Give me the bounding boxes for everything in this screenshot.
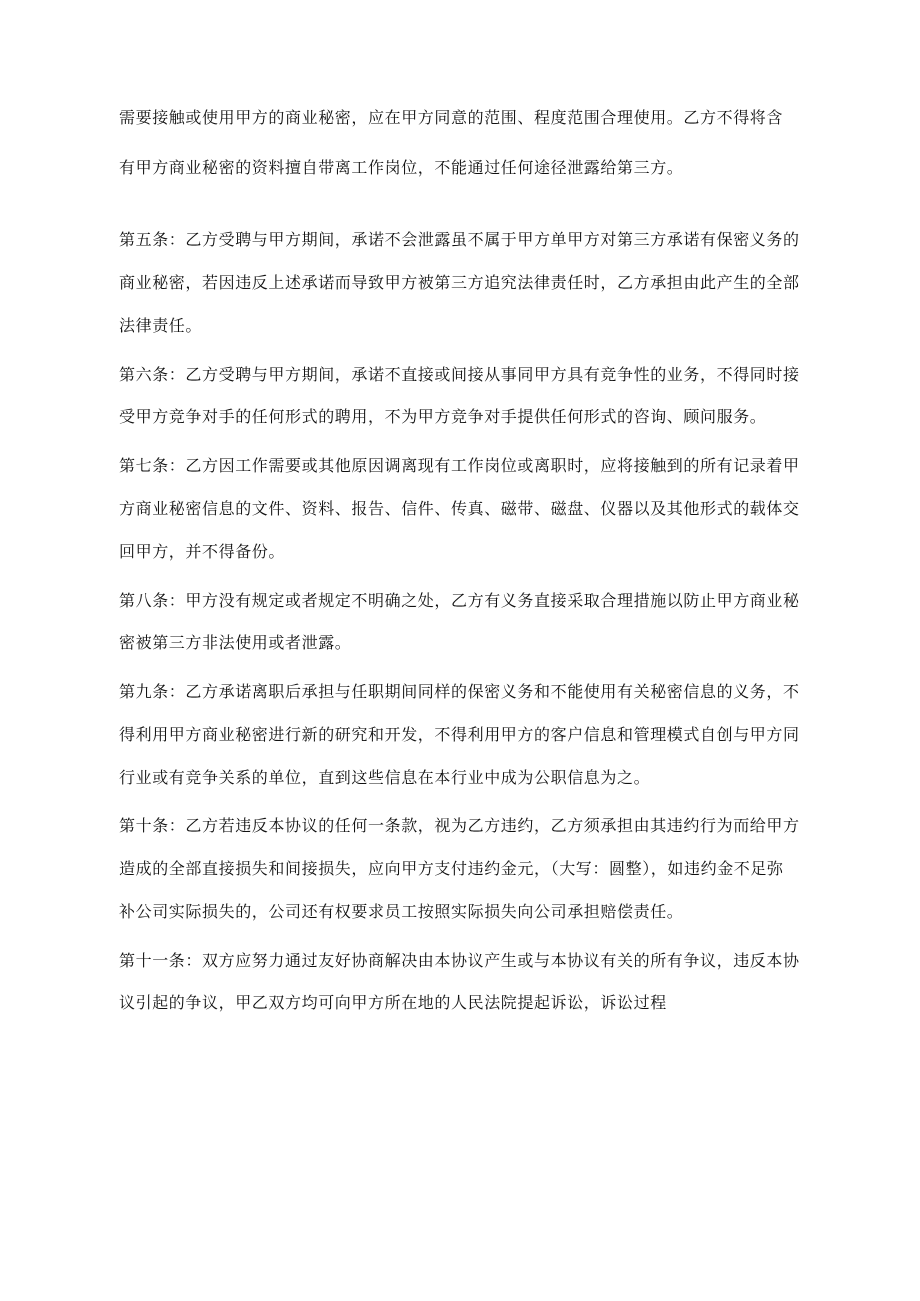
clause-9-line: 得利用甲方商业秘密进行新的研究和开发，不得利用甲方的客户信息和管理模式自创与甲方同 [119,725,800,744]
paragraph-line: 有甲方商业秘密的资料擅自带离工作岗位，不能通过任何途径泄露给第三方。 [119,158,684,177]
clause-7-line: 第七条：乙方因工作需要或其他原因调离现有工作岗位或离职时，应将接触到的所有记录着甲 [119,456,800,475]
clause-11-line: 第十一条：双方应努力通过友好协商解决由本协议产生或与本协议有关的所有争议，违反本协 [119,951,800,970]
clause-8-line: 第八条：甲方没有规定或者规定不明确之处，乙方有义务直接采取合理措施以防止甲方商业秘 [119,591,800,610]
clause-9-line: 行业或有竞争关系的单位，直到这些信息在本行业中成为公职信息为之。 [119,768,651,787]
clause-7-line: 回甲方，并不得备份。 [119,542,286,561]
paragraph-line: 需要接触或使用甲方的商业秘密，应在甲方同意的范围、程度范围合理使用。乙方不得将含 [119,108,784,127]
clause-8-line: 密被第三方非法使用或者泄露。 [119,633,352,652]
clause-6-line: 受甲方竞争对手的任何形式的聘用，不为甲方竞争对手提供任何形式的咨询、顾问服务。 [119,407,767,426]
clause-7-line: 方商业秘密信息的文件、资料、报告、信件、传真、磁带、磁盘、仪器以及其他形式的载体交 [119,499,800,518]
clause-11-line: 议引起的争议，甲乙双方均可向甲方所在地的人民法院提起诉讼，诉讼过程 [119,993,667,1012]
clause-10-line: 补公司实际损失的，公司还有权要求员工按照实际损失向公司承担赔偿责任。 [119,902,684,921]
clause-10-line: 第十条：乙方若违反本协议的任何一条款，视为乙方违约，乙方须承担由其违约行为而给甲方 [119,816,800,835]
clause-5-line: 法律责任。 [119,316,203,335]
clause-5-line: 商业秘密，若因违反上述承诺而导致甲方被第三方追究法律责任时，乙方承担由此产生的全部 [119,273,800,292]
clause-9-line: 第九条：乙方承诺离职后承担与任职期间同样的保密义务和不能使用有关秘密信息的义务，不 [119,682,800,701]
clause-6-line: 第六条：乙方受聘与甲方期间，承诺不直接或间接从事同甲方具有竞争性的业务，不得同时接 [119,365,800,384]
clause-5-line: 第五条：乙方受聘与甲方期间，承诺不会泄露虽不属于甲方单甲方对第三方承诺有保密义务的 [119,230,800,249]
clause-10-line: 造成的全部直接损失和间接损失，应向甲方支付违约金元，（大写：圆整），如违约金不足弥 [119,859,784,878]
